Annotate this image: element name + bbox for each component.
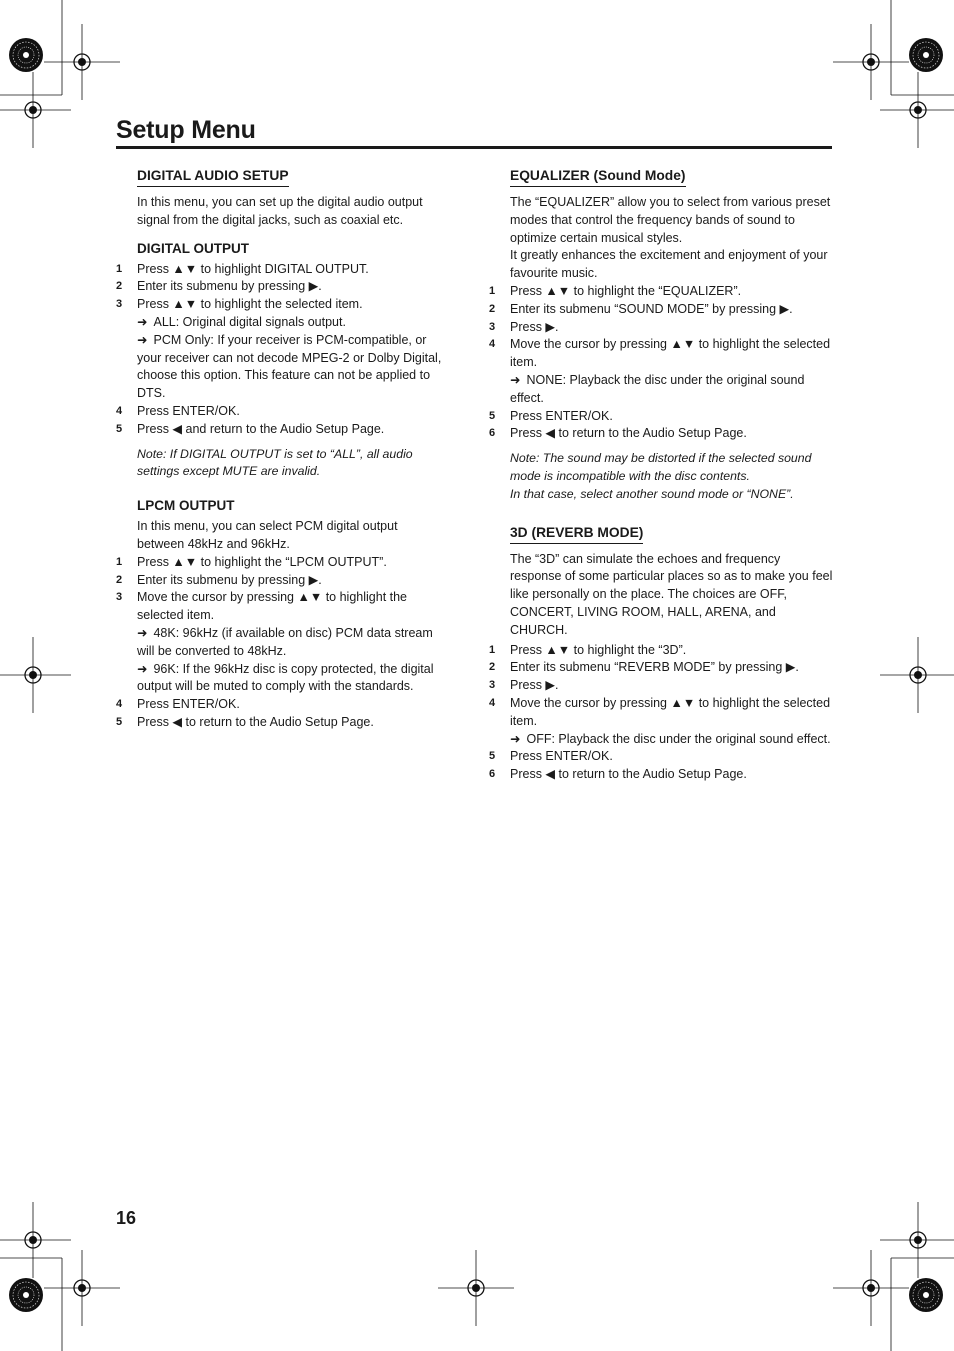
arrow-right-icon: ➜	[137, 332, 148, 347]
bottom-center-marks	[438, 1250, 514, 1326]
digital-output-steps-cont	[116, 403, 446, 439]
list-item	[489, 659, 833, 677]
list-item	[116, 403, 446, 421]
reverb-steps-cont	[489, 748, 833, 784]
right-column	[489, 165, 833, 784]
list-item	[489, 766, 833, 784]
reverb-steps	[489, 642, 833, 731]
list-item	[489, 425, 833, 443]
step-text: Press ENTER/OK.	[137, 403, 240, 418]
step-text: Enter its submenu “REVERB MODE” by pressing ▶.	[510, 660, 799, 675]
bottom-left-marks	[0, 1202, 120, 1351]
list-item	[116, 696, 446, 714]
step-text: Press ▲▼ to highlight DIGITAL OUTPUT.	[137, 261, 369, 276]
step-number: 1	[489, 284, 496, 297]
equalizer-note: Note: The sound may be distorted if the selected sound mode is incompatible with the disc contents.	[510, 451, 812, 483]
lpcm-output-steps	[116, 554, 446, 625]
step-number: 4	[489, 338, 496, 351]
digital-output-heading: DIGITAL OUTPUT	[137, 240, 249, 256]
option-text: OFF: Playback the disc under the original sound effect.	[526, 731, 831, 746]
option-line	[116, 625, 446, 661]
option-text: 48K: 96kHz (if available on disc) PCM data stream will be converted to 48kHz.	[137, 625, 433, 658]
step-number: 6	[489, 768, 496, 781]
step-number: 2	[489, 661, 496, 674]
list-item	[116, 714, 446, 732]
option-line	[116, 332, 446, 403]
step-text: Press ENTER/OK.	[137, 697, 240, 712]
option-text: PCM Only: If your receiver is PCM-compatible, or your receiver can not decode MPEG-2 or Dolby Digital, choose this option. This feature can not be applied to DTS.	[137, 332, 442, 401]
step-number: 4	[116, 698, 123, 711]
top-left-marks	[0, 0, 120, 148]
digital-output-note: Note: If DIGITAL OUTPUT is set to “ALL”, all audio settings except MUTE are invalid.	[137, 446, 413, 479]
step-text: Press ENTER/OK.	[510, 749, 613, 764]
step-number: 2	[116, 573, 123, 586]
step-number: 5	[116, 422, 123, 435]
arrow-right-icon: ➜	[510, 731, 521, 746]
reverb-heading: 3D (REVERB MODE)	[510, 524, 643, 544]
step-text: Press ▲▼ to highlight the “LPCM OUTPUT”.	[137, 554, 387, 569]
list-item	[116, 572, 446, 590]
page-title: Setup Menu	[116, 116, 256, 144]
step-number: 3	[116, 298, 123, 311]
step-text: Press ▲▼ to highlight the selected item.	[137, 297, 363, 312]
option-line	[116, 661, 446, 697]
step-text: Press ◀ to return to the Audio Setup Page.	[510, 426, 747, 441]
step-text: Move the cursor by pressing ▲▼ to highlight the selected item.	[510, 337, 831, 370]
list-item	[116, 421, 446, 439]
step-text: Press ▶.	[510, 678, 559, 693]
list-item	[489, 283, 833, 301]
option-text: ALL: Original digital signals output.	[153, 314, 346, 329]
list-item	[489, 695, 833, 731]
arrow-right-icon: ➜	[137, 661, 148, 676]
step-number: 5	[489, 409, 496, 422]
step-text: Enter its submenu by pressing ▶.	[137, 279, 322, 294]
list-item	[489, 642, 833, 660]
step-text: Press ▲▼ to highlight the “EQUALIZER”.	[510, 283, 742, 298]
list-item	[116, 554, 446, 572]
list-item	[116, 589, 446, 625]
top-right-marks	[833, 0, 954, 148]
equalizer-intro: The “EQUALIZER” allow you to select from various preset modes that control the frequency bands of sound to optimize certain musical styles.	[510, 195, 831, 245]
step-number: 4	[489, 696, 496, 709]
step-text: Press ◀ to return to the Audio Setup Page.	[510, 767, 747, 782]
step-number: 3	[116, 591, 123, 604]
list-item	[116, 261, 446, 279]
digital-audio-setup-intro: In this menu, you can set up the digital audio output signal from the digital jacks, such as coaxial etc.	[137, 195, 423, 227]
option-line	[489, 372, 833, 408]
equalizer-note-2: In that case, select another sound mode or “NONE”.	[510, 486, 794, 501]
step-number: 3	[489, 320, 496, 333]
equalizer-intro-2: It greatly enhances the excitement and enjoyment of your favourite music.	[510, 248, 828, 281]
equalizer-steps	[489, 283, 833, 372]
lpcm-output-intro: In this menu, you can select PCM digital output between 48kHz and 96kHz.	[137, 519, 398, 551]
step-text: Press ◀ and return to the Audio Setup Page.	[137, 421, 385, 436]
title-divider	[116, 146, 832, 149]
list-item	[489, 319, 833, 337]
step-number: 3	[489, 679, 496, 692]
page-number: 16	[116, 1208, 137, 1228]
equalizer-steps-cont	[489, 408, 833, 444]
bottom-right-marks	[833, 1202, 954, 1351]
step-number: 2	[489, 302, 496, 315]
step-number: 5	[116, 715, 123, 728]
equalizer-heading: EQUALIZER (Sound Mode)	[510, 167, 686, 187]
arrow-right-icon: ➜	[137, 625, 148, 640]
list-item	[116, 278, 446, 296]
list-item	[116, 296, 446, 314]
option-line	[489, 731, 833, 749]
step-number: 5	[489, 750, 496, 763]
step-text: Press ▲▼ to highlight the “3D”.	[510, 642, 687, 657]
step-number: 2	[116, 280, 123, 293]
reverb-intro: The “3D” can simulate the echoes and frequency response of some particular places so as to make you feel like personally on the place. The choices are OFF, CONCERT, LIVING ROOM, HALL, ARENA, and CHURCH.	[510, 551, 833, 637]
step-text: Move the cursor by pressing ▲▼ to highlight the selected item.	[510, 695, 831, 728]
option-line	[116, 314, 446, 332]
step-number: 1	[116, 555, 123, 568]
arrow-right-icon: ➜	[510, 372, 521, 387]
step-number: 1	[116, 262, 123, 275]
step-number: 4	[116, 404, 123, 417]
option-text: NONE: Playback the disc under the original sound effect.	[510, 372, 805, 405]
digital-audio-setup-heading: DIGITAL AUDIO SETUP	[137, 167, 289, 187]
option-text: 96K: If the 96kHz disc is copy protected, the digital output will be muted to comply with the standards.	[137, 661, 434, 694]
list-item	[489, 301, 833, 319]
list-item	[489, 408, 833, 426]
step-number: 6	[489, 427, 496, 440]
step-text: Press ENTER/OK.	[510, 408, 613, 423]
step-number: 1	[489, 643, 496, 656]
list-item	[489, 677, 833, 695]
lpcm-output-heading: LPCM OUTPUT	[137, 498, 235, 514]
digital-output-steps	[116, 261, 446, 314]
lpcm-output-steps-cont	[116, 696, 446, 732]
list-item	[489, 336, 833, 372]
list-item	[489, 748, 833, 766]
step-text: Press ▶.	[510, 319, 559, 334]
step-text: Enter its submenu by pressing ▶.	[137, 572, 322, 587]
step-text: Enter its submenu “SOUND MODE” by pressing ▶.	[510, 301, 793, 316]
step-text: Move the cursor by pressing ▲▼ to highlight the selected item.	[137, 590, 408, 623]
left-column	[116, 165, 446, 732]
arrow-right-icon: ➜	[137, 314, 148, 329]
step-text: Press ◀ to return to the Audio Setup Page.	[137, 714, 374, 729]
